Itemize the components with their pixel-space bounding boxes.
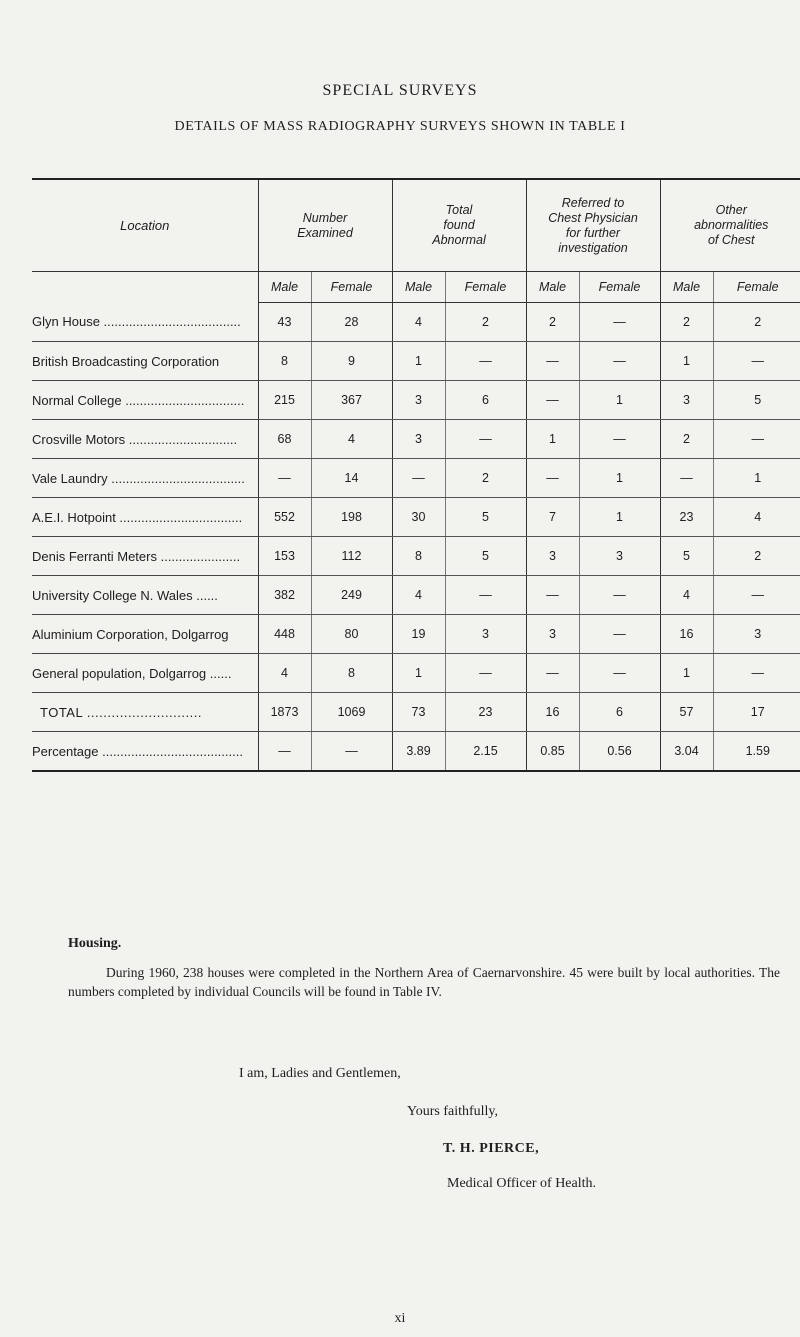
cell: — — [579, 576, 660, 615]
cell: 1 — [579, 498, 660, 537]
page-number: xi — [394, 1311, 406, 1326]
cell: 2 — [660, 303, 713, 342]
table-row — [32, 381, 800, 420]
cell: 1873 — [258, 693, 311, 732]
cell: 23 — [660, 498, 713, 537]
percentage-row — [32, 732, 800, 772]
male-header: Male — [660, 272, 713, 303]
cell: — — [713, 576, 800, 615]
location-header: Location — [32, 179, 258, 272]
cell: 28 — [311, 303, 392, 342]
cell: 8 — [392, 537, 445, 576]
cell: 0.85 — [526, 732, 579, 772]
cell: 153 — [258, 537, 311, 576]
cell: — — [713, 420, 800, 459]
row-location: University College N. Wales ...... — [32, 576, 258, 615]
cell: 3.89 — [392, 732, 445, 772]
group-header-examined: Number Examined — [258, 179, 392, 272]
cell: 0.56 — [579, 732, 660, 772]
cell: 3.04 — [660, 732, 713, 772]
table-row — [32, 342, 800, 381]
cell: 367 — [311, 381, 392, 420]
cell: — — [713, 342, 800, 381]
cell: 4 — [258, 654, 311, 693]
group-header-other: Other abnormalities of Chest — [660, 179, 800, 272]
cell: — — [579, 615, 660, 654]
male-header: Male — [258, 272, 311, 303]
sex-header-row — [32, 272, 800, 303]
cell: — — [526, 459, 579, 498]
cell: 6 — [579, 693, 660, 732]
cell: 3 — [660, 381, 713, 420]
cell: 73 — [392, 693, 445, 732]
cell: 5 — [660, 537, 713, 576]
cell: — — [445, 654, 526, 693]
cell: 2.15 — [445, 732, 526, 772]
cell: 1 — [660, 654, 713, 693]
cell: 19 — [392, 615, 445, 654]
cell: 3 — [392, 420, 445, 459]
cell: 9 — [311, 342, 392, 381]
cell: 198 — [311, 498, 392, 537]
cell: 215 — [258, 381, 311, 420]
cell: 1 — [526, 420, 579, 459]
cell: 8 — [258, 342, 311, 381]
cell: — — [579, 342, 660, 381]
table-row — [32, 576, 800, 615]
cell: 5 — [713, 381, 800, 420]
cell: 23 — [445, 693, 526, 732]
cell: 1.59 — [713, 732, 800, 772]
female-header: Female — [713, 272, 800, 303]
cell: 2 — [445, 303, 526, 342]
cell: — — [526, 576, 579, 615]
cell: 57 — [660, 693, 713, 732]
table-row — [32, 303, 800, 342]
male-header: Male — [526, 272, 579, 303]
row-location: General population, Dolgarrog ...... — [32, 654, 258, 693]
cell: 1 — [579, 459, 660, 498]
cell: 3 — [579, 537, 660, 576]
table-row — [32, 615, 800, 654]
table-row — [32, 420, 800, 459]
cell: — — [392, 459, 445, 498]
cell: 1069 — [311, 693, 392, 732]
cell: 4 — [392, 576, 445, 615]
cell: 4 — [713, 498, 800, 537]
table-subheading: DETAILS OF MASS RADIOGRAPHY SURVEYS SHOWN IN TABLE I — [174, 119, 626, 134]
cell: — — [526, 342, 579, 381]
cell: — — [526, 381, 579, 420]
row-location: Aluminium Corporation, Dolgarrog — [32, 615, 258, 654]
cell: — — [660, 459, 713, 498]
total-label: TOTAL ............................ — [32, 693, 258, 732]
cell: 30 — [392, 498, 445, 537]
row-location: A.E.I. Hotpoint .................................. — [32, 498, 258, 537]
cell: — — [713, 654, 800, 693]
cell: 3 — [526, 615, 579, 654]
cell: 16 — [660, 615, 713, 654]
letter-closing: Yours faithfully, — [407, 1104, 499, 1119]
cell: — — [579, 654, 660, 693]
cell: 3 — [445, 615, 526, 654]
cell: 3 — [713, 615, 800, 654]
row-location: Denis Ferranti Meters ...................... — [32, 537, 258, 576]
cell: 4 — [311, 420, 392, 459]
table-row — [32, 654, 800, 693]
cell: 14 — [311, 459, 392, 498]
cell: 1 — [392, 342, 445, 381]
female-header: Female — [579, 272, 660, 303]
cell: 1 — [392, 654, 445, 693]
cell: 2 — [660, 420, 713, 459]
letter-salutation: I am, Ladies and Gentlemen, — [239, 1066, 401, 1081]
cell: 448 — [258, 615, 311, 654]
table-row — [32, 498, 800, 537]
group-header-abnormal: Total found Abnormal — [392, 179, 526, 272]
cell: 552 — [258, 498, 311, 537]
cell: — — [445, 576, 526, 615]
cell: 1 — [579, 381, 660, 420]
cell: — — [445, 342, 526, 381]
cell: — — [579, 303, 660, 342]
cell: 2 — [713, 537, 800, 576]
cell: 2 — [526, 303, 579, 342]
radiography-table — [32, 178, 800, 772]
cell: 8 — [311, 654, 392, 693]
cell: 68 — [258, 420, 311, 459]
row-location: Normal College ................................. — [32, 381, 258, 420]
cell: 3 — [392, 381, 445, 420]
cell: 6 — [445, 381, 526, 420]
signer-name: T. H. PIERCE, — [443, 1141, 540, 1156]
cell: 2 — [713, 303, 800, 342]
cell: 382 — [258, 576, 311, 615]
cell: — — [526, 654, 579, 693]
table-row — [32, 459, 800, 498]
cell: 5 — [445, 537, 526, 576]
cell: 43 — [258, 303, 311, 342]
cell: 7 — [526, 498, 579, 537]
cell: 2 — [445, 459, 526, 498]
cell: — — [258, 732, 311, 772]
cell: 4 — [392, 303, 445, 342]
table-row — [32, 537, 800, 576]
cell: 80 — [311, 615, 392, 654]
cell: — — [579, 420, 660, 459]
row-location: Vale Laundry ..................................... — [32, 459, 258, 498]
row-location: British Broadcasting Corporation — [32, 342, 258, 381]
row-location: Glyn House ...................................... — [32, 303, 258, 342]
signer-title: Medical Officer of Health. — [447, 1176, 597, 1191]
total-row — [32, 693, 800, 732]
cell: — — [311, 732, 392, 772]
housing-heading: Housing. — [68, 936, 122, 951]
cell: — — [445, 420, 526, 459]
female-header: Female — [445, 272, 526, 303]
cell: 3 — [526, 537, 579, 576]
housing-paragraph: During 1960, 238 houses were completed in the Northern Area of Caernarvonshire. 45 were built by local authorities. The numbers completed by individual Councils will be found in Table IV. — [68, 965, 780, 999]
cell: 249 — [311, 576, 392, 615]
cell: — — [258, 459, 311, 498]
percentage-label: Percentage ....................................... — [32, 732, 258, 772]
section-heading: SPECIAL SURVEYS — [322, 82, 478, 99]
cell: 1 — [660, 342, 713, 381]
group-header-referred: Referred to Chest Physician for further investigation — [526, 179, 660, 272]
cell: 1 — [713, 459, 800, 498]
male-header: Male — [392, 272, 445, 303]
cell: 4 — [660, 576, 713, 615]
cell: 16 — [526, 693, 579, 732]
cell: 112 — [311, 537, 392, 576]
cell: 5 — [445, 498, 526, 537]
female-header: Female — [311, 272, 392, 303]
row-location: Crosville Motors .............................. — [32, 420, 258, 459]
cell: 17 — [713, 693, 800, 732]
